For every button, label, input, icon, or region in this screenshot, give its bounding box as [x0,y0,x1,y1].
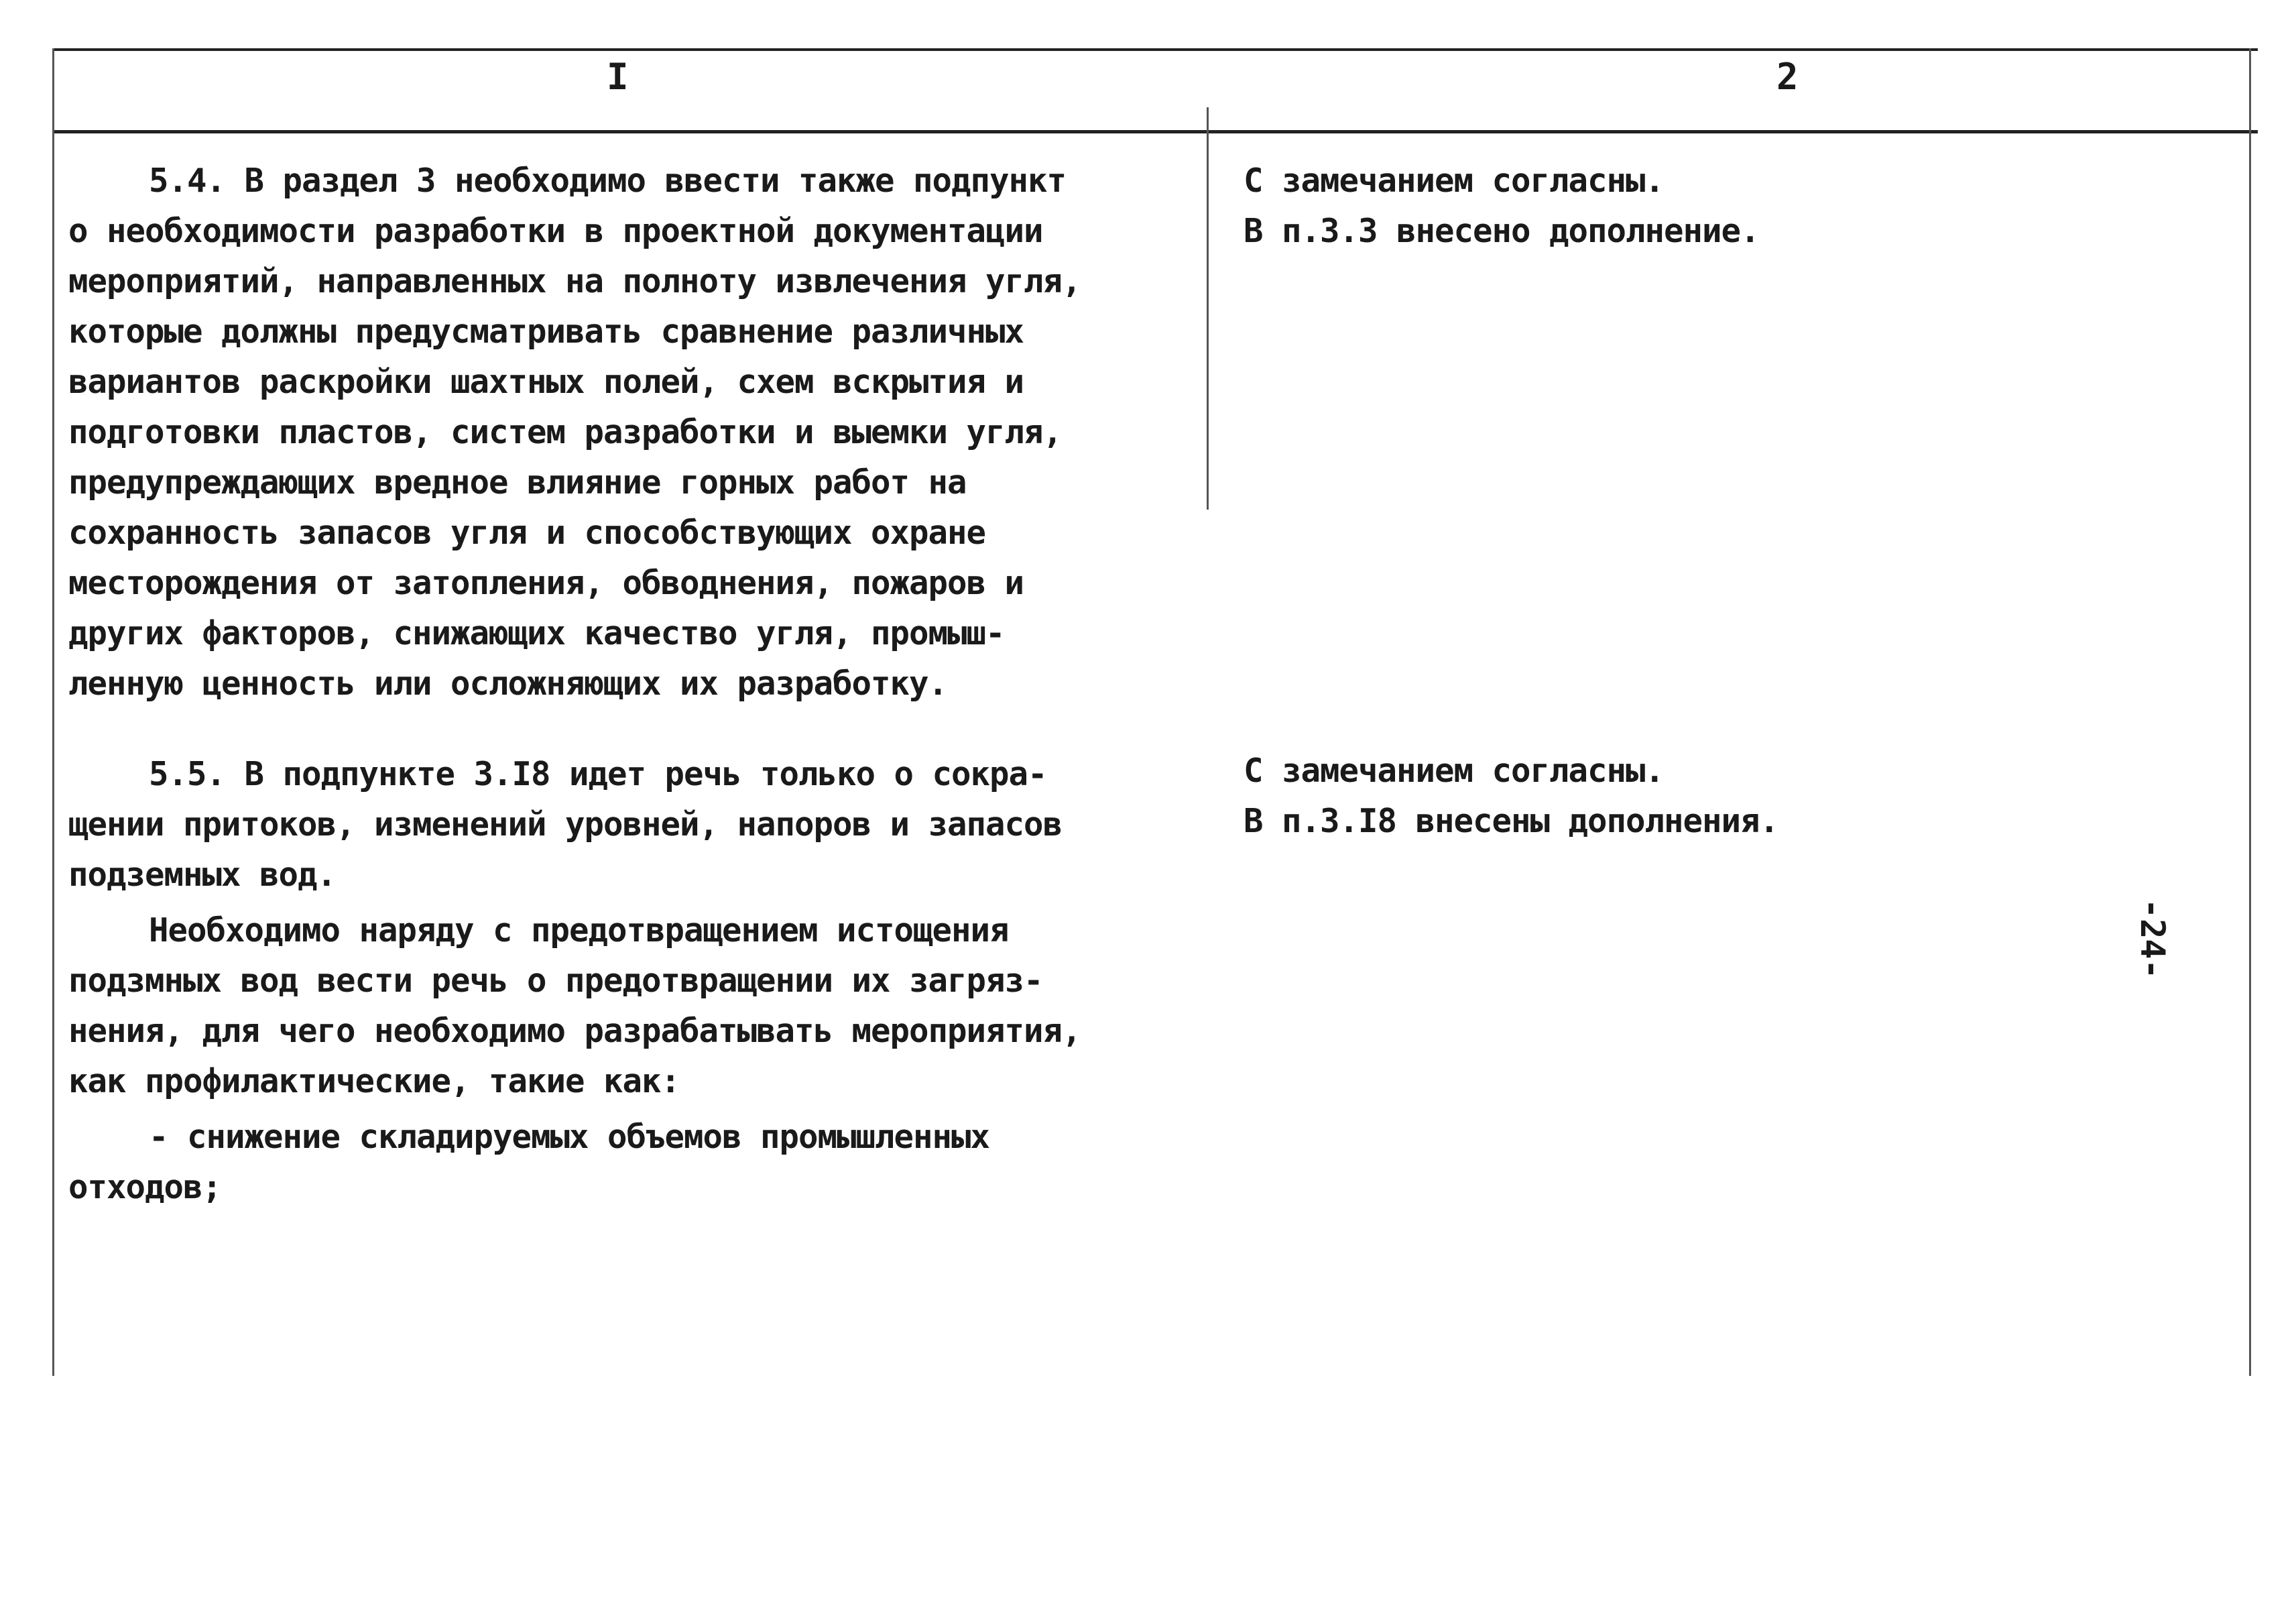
response-5-4-line-2: В п.3.3 внесено дополнение. [1244,212,1760,250]
table-right-rule [2249,48,2251,1376]
table-header-rule [52,130,2258,133]
response-5-5 [1244,746,2182,846]
response-5-4-line-1: С замечанием согласны. [1244,162,1665,200]
column-2-header: 2 [1776,56,1799,98]
column-1-header: I [607,56,629,98]
remark-5-4: 5.4. В раздел 3 необходимо ввести также подпункт о необходимости разработки в проектной документации мероприятий, направленных на полноту извлечения угля, которые должны предусматривать сравнение различных вариантов раскройки шахтных полей, схем вскрытия и подготовки пластов, систем разработки и выемки угля, предупреждающих вредное влияние горных работ на сохранность запасов угля и способствующих охране месторождения от затопления, обводнения, пожаров и других факторов, снижающих качество угля, промыш- ленную ценность или осложняющих их разработку. [68,162,1081,703]
page-number: -24- [2133,898,2172,980]
table-top-rule [52,48,2258,51]
remark-5-5-list-item: - снижение складируемых объемов промышленных отходов; [68,1118,990,1206]
remark-5-5: 5.5. В подпункте 3.I8 идет речь только о сокра- щении притоков, изменений уровней, напоров и запасов подземных вод. [68,755,1063,894]
table-left-rule [52,48,54,1376]
remarks-column [68,156,1208,1212]
response-5-4 [1244,156,2182,256]
remark-5-5-continued: Необходимо наряду с предотвращением истощения подзмных вод вести речь о предотвращении их загряз- нения, для чего необходимо разрабатывать мероприятия, как профилактические, такие как: [68,911,1081,1100]
response-5-5-line-2: В п.3.I8 внесены дополнения. [1244,802,1779,840]
response-5-5-line-1: С замечанием согласны. [1244,752,1665,790]
